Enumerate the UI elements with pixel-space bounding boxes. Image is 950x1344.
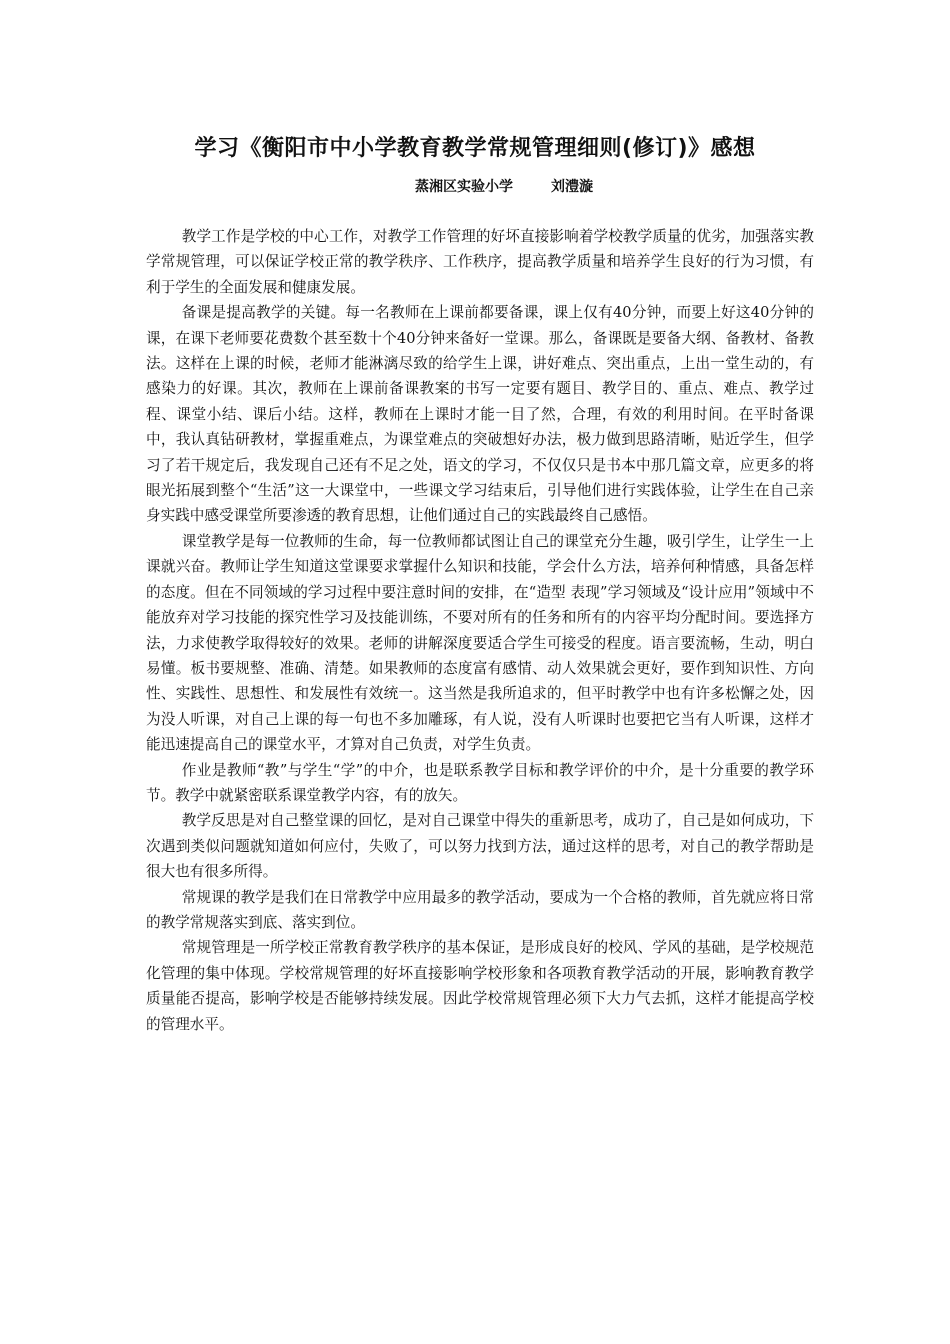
school-name: 蒸湘区实验小学: [415, 179, 513, 195]
author-name: 刘澧漩: [551, 179, 593, 195]
paragraph: 课堂教学是每一位教师的生命，每一位教师都试图让自己的课堂充分生趣，吸引学生，让学生一上课就兴奋。教师让学生知道这堂课要求掌握什么知识和技能，学会什么方法，培养何种情感，具备怎样的态度。但在不同领域的学习过程中要注意时间的安排，在“造型 表现”学习领域及“设计应用”领域中不能放弃对学习技能的探究性学习及技能训练，不要对所有的任务和所有的内容平均分配时间。要选择方法，力求使教学取得较好的效果。老师的讲解深度要适合学生可接受的程度。语言要流畅，生动，明白易懂。板书要规整、准确、清楚。如果教师的态度富有感情、动人效果就会更好，要作到知识性、方向性、实践性、思想性、和发展性有效统一。这当然是我所追求的，但平时教学中也有许多松懈之处，因为没人听课，对自己上课的每一句也不多加雕琢，有人说，没有人听课时也要把它当有人听课，这样才能迅速提高自己的课堂水平，才算对自己负责，对学生负责。: [146, 532, 814, 754]
paragraph: 常规管理是一所学校正常教育教学秩序的基本保证，是形成良好的校风、学风的基础，是学校规范化管理的集中体现。学校常规管理的好坏直接影响学校形象和各项教育教学活动的开展，影响教育教学质量能否提高，影响学校是否能够持续发展。因此学校常规管理必须下大力气去抓，这样才能提高学校的管理水平。: [146, 939, 814, 1033]
paragraph: 常规课的教学是我们在日常教学中应用最多的教学活动，要成为一个合格的教师，首先就应将日常的教学常规落实到底、落实到位。: [146, 888, 814, 931]
document-title: 学习《衡阳市中小学教育教学常规管理细则(修订)》感想: [194, 136, 756, 161]
paragraph: 作业是教师“教”与学生“学”的中介，也是联系教学目标和教学评价的中介，是十分重要的教学环节。教学中就紧密联系课堂教学内容，有的放矢。: [146, 761, 814, 804]
paragraph: 备课是提高教学的关键。每一名教师在上课前都要备课，课上仅有40分钟，而要上好这40分钟的课，在课下老师要花费数个甚至数十个40分钟来备好一堂课。那么，备课既是要备大纲、备教材、备教法。这样在上课的时候，老师才能淋漓尽致的给学生上课，讲好难点、突出重点，上出一堂生动的，有感染力的好课。其次，教师在上课前备课教案的书写一定要有题目、教学目的、重点、难点、教学过程、课堂小结、课后小结。这样，教师在上课时才能一目了然，合理，有效的利用时间。在平时备课中，我认真钻研教材，掌握重难点，为课堂难点的突破想好办法，极力做到思路清晰，贴近学生，但学习了若干规定后，我发现自己还有不足之处，语文的学习，不仅仅只是书本中那几篇文章，应更多的将眼光拓展到整个“生活”这一大课堂中，一些课文学习结束后，引导他们进行实践体验，让学生在自己亲身实践中感受课堂所要渗透的教育思想，让他们通过自己的实践最终自己感悟。: [146, 304, 814, 525]
paragraph: 教学工作是学校的中心工作，对教学工作管理的好坏直接影响着学校教学质量的优劣，加强落实教学常规管理，可以保证学校正常的教学秩序、工作秩序，提高教学质量和培养学生良好的行为习惯，有利于学生的全面发展和健康发展。: [146, 228, 814, 296]
document-body: [146, 224, 814, 1037]
paragraph: 教学反思是对自己整堂课的回忆，是对自己课堂中得失的重新思考，成功了，自己是如何成功，下次遇到类似问题就知道如何应付，失败了，可以努力找到方法，通过这样的思考，对自己的教学帮助是很大也有很多所得。: [146, 812, 814, 881]
byline: [415, 176, 593, 198]
